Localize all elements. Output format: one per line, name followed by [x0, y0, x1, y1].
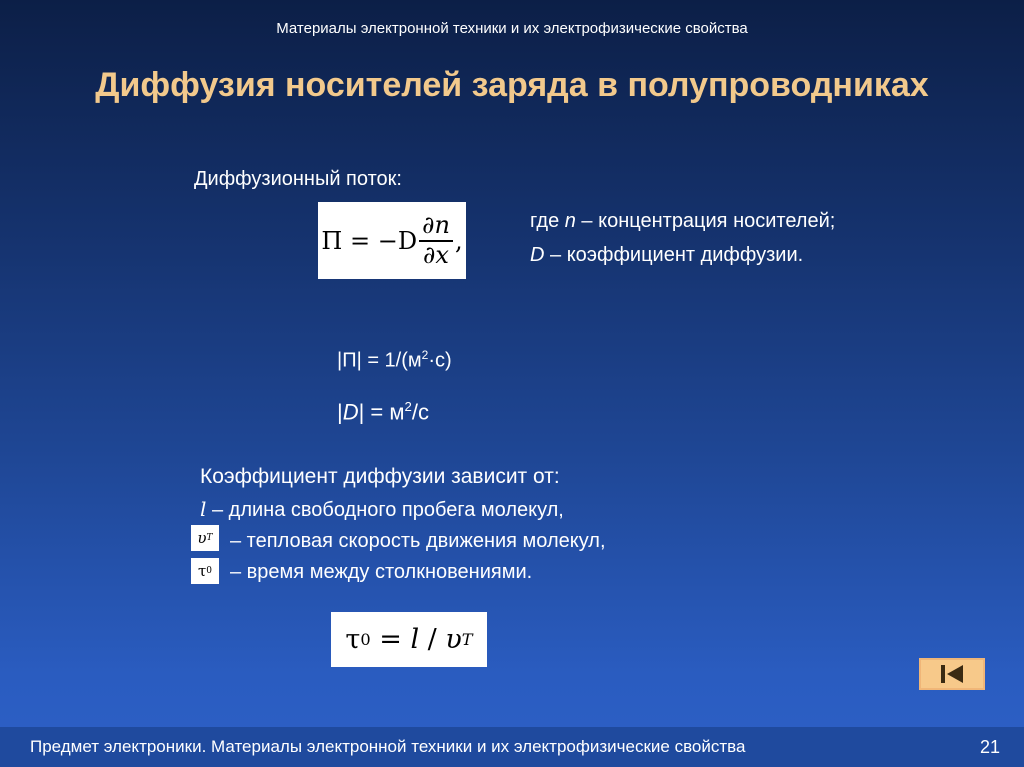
f2-v-sub: T — [461, 630, 473, 649]
f2-tau: τ — [345, 624, 361, 655]
slide-title: Диффузия носителей заряда в полупроводниках — [95, 66, 929, 104]
tau-sub: 0 — [206, 566, 213, 576]
upsilon-symbol: υ — [197, 529, 207, 547]
dep-l-line — [200, 497, 564, 522]
flux-unit-exp: 2 — [421, 348, 429, 362]
dep-l-text: – длина свободного пробега молекул, — [206, 499, 564, 521]
f2-v: υ — [445, 624, 462, 655]
d-unit-open: | — [337, 399, 343, 425]
var-l: l — [200, 497, 207, 521]
flux-unit — [337, 348, 452, 373]
footer-text: Предмет электроники. Материалы электронной техники и их электрофизические свойства — [30, 737, 746, 756]
upsilon-sub: T — [206, 533, 213, 543]
f2-tau-sub: 0 — [360, 630, 371, 649]
d-unit-var: D — [342, 399, 359, 425]
diffusion-flux-formula — [318, 202, 466, 279]
where-d-line — [530, 244, 803, 267]
collision-time-symbol — [191, 558, 219, 584]
diffusion-coef-unit — [337, 399, 429, 425]
flux-unit-left: |П| = 1/(м — [337, 349, 422, 372]
where-n-line — [530, 210, 835, 233]
f2-slash: / — [419, 624, 446, 655]
partial-derivative — [419, 213, 453, 267]
where-prefix: где — [530, 210, 565, 232]
d-unit-exp: 2 — [404, 399, 412, 414]
derivative-denominator: ∂x — [423, 240, 449, 269]
formula-comma: , — [454, 226, 463, 255]
derivative-numerator: ∂n — [419, 213, 453, 241]
first-slide-icon — [937, 663, 967, 685]
where-n-text: – концентрация носителей; — [575, 210, 836, 232]
f2-l: l — [410, 624, 420, 655]
formula-lhs: Π = −D — [321, 226, 418, 255]
flux-label: Диффузионный поток: — [194, 168, 402, 190]
dep-tau-text: – время между столкновениями. — [230, 561, 533, 583]
dep-v-text: – тепловая скорость движения молекул, — [230, 530, 606, 552]
d-unit-mid: | = м — [358, 399, 405, 425]
var-n: n — [564, 210, 576, 232]
tau-symbol: τ — [197, 562, 207, 580]
thermal-velocity-symbol — [191, 525, 219, 551]
slide-header: Материалы электронной техники и их электрофизические свойства — [276, 20, 748, 37]
f2-eq: = — [370, 624, 411, 655]
collision-time-formula — [331, 612, 487, 667]
depends-title: Коэффициент диффузии зависит от: — [200, 465, 560, 488]
page-number: 21 — [980, 737, 1001, 757]
where-d-text: – коэффициент диффузии. — [544, 244, 804, 266]
d-unit-right: /с — [411, 399, 429, 425]
var-d: D — [530, 244, 545, 266]
flux-unit-right: ·с) — [428, 349, 452, 372]
first-slide-button[interactable] — [919, 658, 985, 690]
